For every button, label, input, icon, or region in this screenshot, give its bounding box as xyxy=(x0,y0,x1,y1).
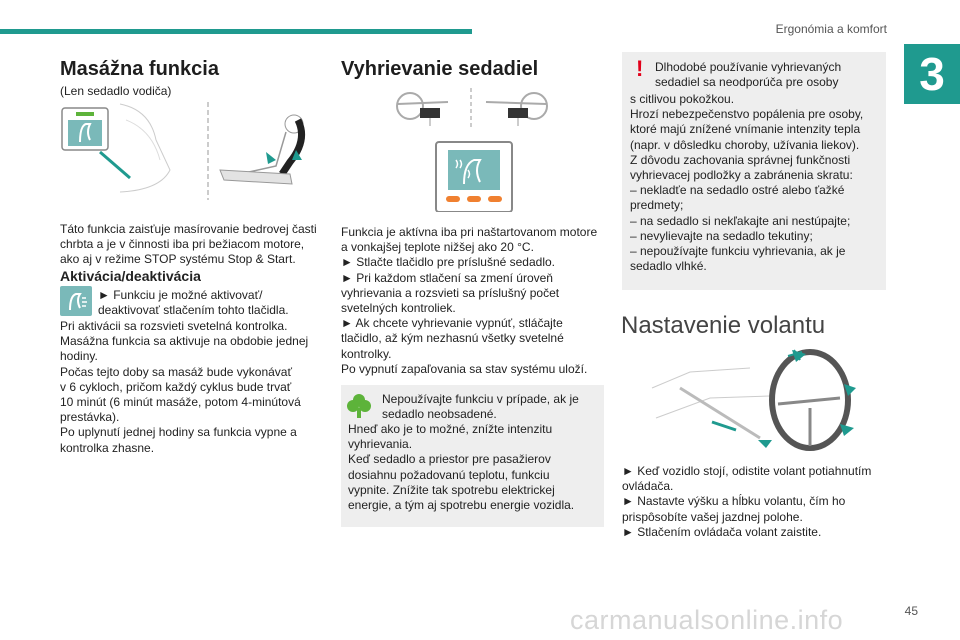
eco-note-line: Nepoužívajte funkciu v prípade, ak je xyxy=(382,392,579,406)
eco-note-line: energie, a tým aj spotrebu energie vozidla. xyxy=(348,498,575,513)
warning-line: Z dôvodu zachovania správnej funkčnosti xyxy=(630,152,851,167)
massage-body-line: prestávka). xyxy=(60,410,120,425)
massage-step-line: ► Funkciu je možné aktivovať/ xyxy=(98,288,263,302)
warning-line: ktoré majú znížené vnímanie intenzity tepla xyxy=(630,122,861,137)
watermark: carmanualsonline.info xyxy=(570,605,844,635)
massage-body-line: Masážna funkcia sa aktivuje na obdobie jednej xyxy=(60,334,309,349)
eco-leaf-icon xyxy=(346,392,372,420)
eco-note-line: vypnite. Znížite tak spotrebu elektrickej xyxy=(348,482,555,497)
massage-body-line: Pri aktivácii sa rozsvieti svetelná kontrolka. xyxy=(60,319,288,333)
eco-note-line: Keď sedadlo a priestor pre pasažierov xyxy=(348,452,551,467)
steering-body-line: ovládača. xyxy=(622,479,674,494)
warning-exclamation-icon: ! xyxy=(636,56,644,81)
steering-body-line: prispôsobíte vašej jazdnej polohe. xyxy=(622,509,803,524)
eco-note-line: dosiahnu požadovanú teplotu, funkciu xyxy=(348,467,550,482)
page-number: 45 xyxy=(904,604,918,618)
warning-line: sedadlo vlhké. xyxy=(630,259,707,274)
chapter-number: 3 xyxy=(904,44,960,104)
steering-body-line: ► Stlačením ovládača volant zaistite. xyxy=(622,524,822,539)
warning-line: Dlhodobé používanie vyhrievaných xyxy=(655,60,842,74)
heating-body-line: ► Pri každom stlačení sa zmení úroveň xyxy=(341,270,553,285)
warning-line: predmety; xyxy=(630,198,684,213)
steering-body-line: ► Keď vozidlo stojí, odistite volant potiahnutím xyxy=(622,464,872,478)
heating-body-line: tlačidlo, až kým nezhasnú všetky svetelné xyxy=(341,331,564,346)
header-title: Ergonómia a komfort xyxy=(775,22,887,36)
heating-body-line: Po vypnutí zapaľovania sa stav systému uloží. xyxy=(341,361,588,376)
warning-line: sedadiel sa neodporúča pre osoby xyxy=(655,75,839,90)
heating-body-line: vyhrievania a rozsvieti sa príslušný počet xyxy=(341,285,560,300)
massage-body-line: Počas tejto doby sa masáž bude vykonávať xyxy=(60,364,292,379)
eco-note-line: sedadlo neobsadené. xyxy=(382,407,497,422)
massage-body-line: 10 minút (6 minút masáže, potom 4-minútová xyxy=(60,395,301,410)
eco-note-line: vyhrievania. xyxy=(348,437,413,452)
massage-step-line: deaktivovať stlačením tohto tlačidla. xyxy=(98,303,289,318)
warning-line: – nevylievajte na sedadlo tekutiny; xyxy=(630,228,813,243)
warning-line: s citlivou pokožkou. xyxy=(630,92,735,106)
warning-line: – nepoužívajte funkciu vyhrievania, ak je xyxy=(630,244,846,259)
massage-title: Masážna funkcia xyxy=(60,58,219,80)
heating-body-line: a vonkajšej teplote nižšej ako 20 °C. xyxy=(341,240,534,255)
steering-title: Nastavenie volantu xyxy=(621,312,826,339)
massage-button-icon xyxy=(60,286,92,316)
massage-seat-illustration xyxy=(60,100,320,202)
steering-adjust-illustration xyxy=(650,348,860,452)
massage-intro-line: chrbta a je v činnosti iba pri bežiacom motore, xyxy=(60,237,305,252)
heating-body-line: ► Stlačte tlačidlo pre príslušné sedadlo. xyxy=(341,255,555,270)
massage-body-line: hodiny. xyxy=(60,349,98,364)
warning-line: – na sedadlo si nekľakajte ani nestúpajte; xyxy=(630,213,851,228)
massage-body-line: v 6 cykloch, pričom každý cyklus bude trvať xyxy=(60,379,292,394)
warning-line: vyhrievacej podložky a zabránenia skratu: xyxy=(630,168,853,183)
heating-body-line: Funkcia je aktívna iba pri naštartovanom motore xyxy=(341,225,598,239)
massage-intro-line: ako aj v režime STOP systému Stop & Start. xyxy=(60,252,296,267)
heating-title: Vyhrievanie sedadiel xyxy=(341,58,539,80)
massage-subtitle: (Len sedadlo vodiča) xyxy=(60,84,172,98)
warning-line: Hrozí nebezpečenstvo popálenia pre osoby, xyxy=(630,107,864,122)
massage-intro-line: Táto funkcia zaisťuje masírovanie bedrovej časti xyxy=(60,222,317,236)
warning-line: – nekladťe na sedadlo ostré alebo ťažké xyxy=(630,183,845,198)
activation-heading: Aktivácia/deaktivácia xyxy=(60,268,201,284)
eco-note-line: Hneď ako je to možné, znížte intenzitu xyxy=(348,422,553,436)
warning-line: (napr. v dôsledku choroby, užívania liekov). xyxy=(630,137,860,152)
heating-body-line: svetelných kontroliek. xyxy=(341,301,456,316)
heating-body-line: ► Ak chcete vyhrievanie vypnúť, stláčajte xyxy=(341,316,563,331)
massage-body-line: kontrolka zhasne. xyxy=(60,440,155,455)
heating-body-line: kontrolky. xyxy=(341,346,392,361)
massage-body-line: Po uplynutí jednej hodiny sa funkcia vypne a xyxy=(60,425,297,440)
steering-body-line: ► Nastavte výšku a hĺbku volantu, čím ho xyxy=(622,494,846,509)
header-accent-bar xyxy=(0,29,472,34)
seat-heating-illustration xyxy=(390,86,560,212)
